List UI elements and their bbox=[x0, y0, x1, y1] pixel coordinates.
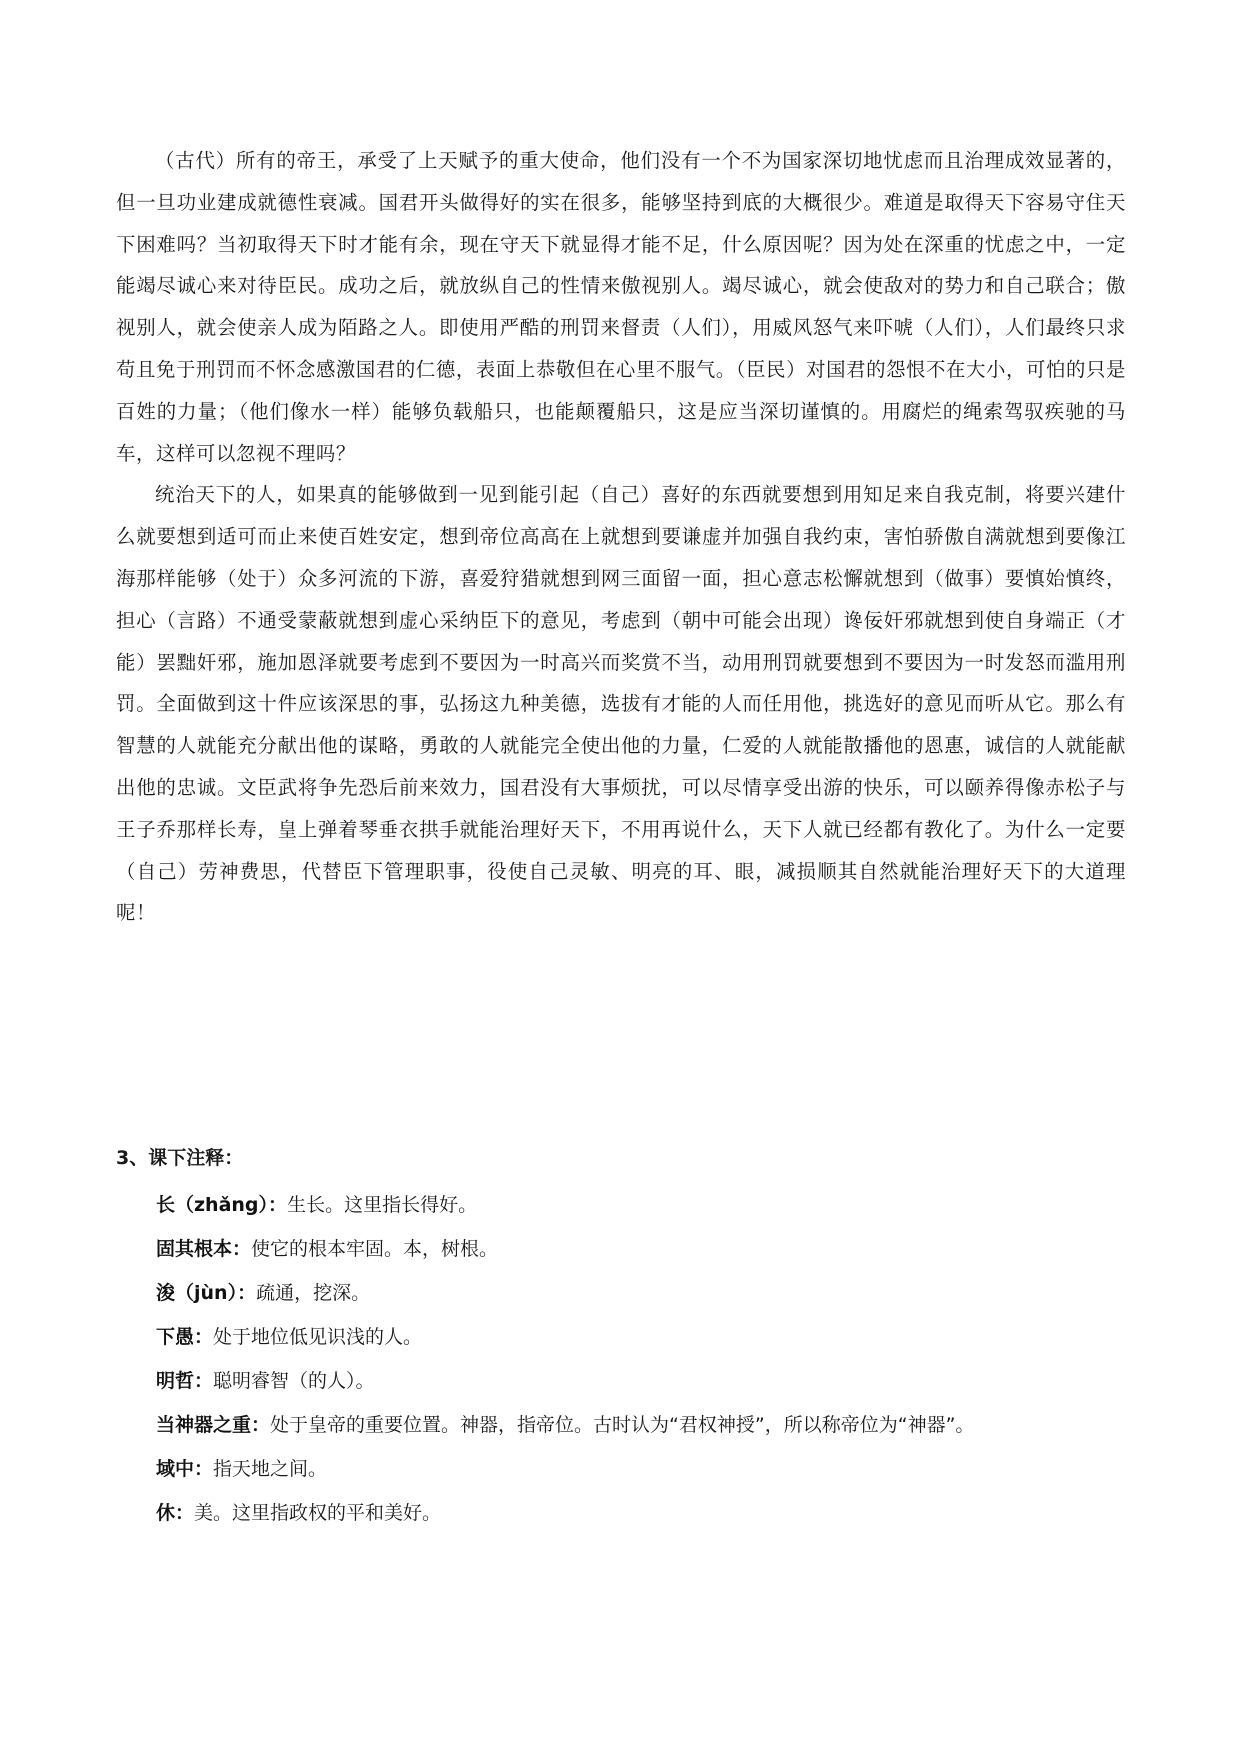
note-term: 长（zhǎng） bbox=[156, 1194, 269, 1216]
note-item bbox=[156, 1234, 1116, 1278]
note-definition: 使它的根本牢固。本，树根。 bbox=[251, 1238, 499, 1260]
note-definition: 美。这里指政权的平和美好。 bbox=[194, 1502, 442, 1524]
note-term: 下愚 bbox=[156, 1326, 195, 1348]
note-definition: 生长。这里指长得好。 bbox=[287, 1194, 478, 1216]
note-term: 固其根本 bbox=[156, 1238, 233, 1260]
note-separator: ： bbox=[237, 1282, 257, 1304]
note-definition: 处于皇帝的重要位置。神器，指帝位。古时认为“君权神授”，所以称帝位为“神器”。 bbox=[270, 1414, 975, 1436]
note-separator: ： bbox=[194, 1326, 214, 1348]
note-item bbox=[156, 1190, 1116, 1234]
note-separator: ： bbox=[232, 1238, 252, 1260]
note-term: 明哲 bbox=[156, 1370, 195, 1392]
note-term: 当神器之重 bbox=[156, 1414, 252, 1436]
note-definition: 聪明睿智（的人）。 bbox=[213, 1370, 375, 1392]
notes-list bbox=[156, 1190, 1116, 1542]
note-item bbox=[156, 1410, 1116, 1454]
note-definition: 疏通，挖深。 bbox=[256, 1282, 371, 1304]
note-term: 浚（jùn） bbox=[156, 1282, 238, 1304]
note-separator: ： bbox=[194, 1458, 214, 1480]
translation-body bbox=[116, 140, 1126, 934]
note-item bbox=[156, 1322, 1116, 1366]
note-item bbox=[156, 1454, 1116, 1498]
translation-paragraph-2: 统治天下的人，如果真的能够做到一见到能引起（自己）喜好的东西就要想到用知足来自我克制，将要兴建什么就要想到适可而止来使百姓安定，想到帝位高高在上就想到要谦虚并加强自我约束，害怕骄傲自满就想到要像江海那样能够（处于）众多河流的下游，喜爱狩猎就想到网三面留一面，担心意志松懈就想到（做事）要慎始慎终，担心（言路）不通受蒙蔽就想到虚心采纳臣下的意见，考虑到（朝中可能会出现）谗佞奸邪就想到使自身端正（才能）罢黜奸邪，施加恩泽就要考虑到不要因为一时高兴而奖赏不当，动用刑罚就要想到不要因为一时发怒而滥用刑罚。全面做到这十件应该深思的事，弘扬这九种美德，选拔有才能的人而任用他，挑选好的意见而听从它。那么有智慧的人就能充分献出他的谋略，勇敢的人就能完全使出他的力量，仁爱的人就能散播他的恩惠，诚信的人就能献出他的忠诚。文臣武将争先恐后前来效力，国君没有大事烦扰，可以尽情享受出游的快乐，可以颐养得像赤松子与王子乔那样长寿，皇上弹着琴垂衣拱手就能治理好天下，不用再说什么，天下人就已经都有教化了。为什么一定要（自己）劳神费思，代替臣下管理职事，役使自己灵敏、明亮的耳、眼，减损顺其自然就能治理好天下的大道理呢！ bbox=[116, 483, 1126, 925]
note-separator: ： bbox=[251, 1414, 271, 1436]
note-item bbox=[156, 1278, 1116, 1322]
note-term: 域中 bbox=[156, 1458, 195, 1480]
note-item bbox=[156, 1498, 1116, 1542]
note-definition: 处于地位低见识浅的人。 bbox=[213, 1326, 423, 1348]
translation-paragraph-1: （古代）所有的帝王，承受了上天赋予的重大使命，他们没有一个不为国家深切地忧虑而且治理成效显著的，但一旦功业建成就德性衰减。国君开头做得好的实在很多，能够坚持到底的大概很少。难道是取得天下容易守住天下困难吗？当初取得天下时才能有余，现在守天下就显得才能不足，什么原因呢？因为处在深重的忧虑之中，一定能竭尽诚心来对待臣民。成功之后，就放纵自己的性情来傲视别人。竭尽诚心，就会使敌对的势力和自己联合；傲视别人，就会使亲人成为陌路之人。即使用严酷的刑罚来督责（人们），用威风怒气来吓唬（人们），人们最终只求苟且免于刑罚而不怀念感激国君的仁德，表面上恭敬但在心里不服气。（臣民）对国君的怨恨不在大小，可怕的只是百姓的力量；（他们像水一样）能够负载船只，也能颠覆船只，这是应当深切谨慎的。用腐烂的绳索驾驭疾驰的马车，这样可以忽视不理吗？ bbox=[116, 149, 1126, 465]
note-separator: ： bbox=[175, 1502, 195, 1524]
note-definition: 指天地之间。 bbox=[213, 1458, 328, 1480]
note-item bbox=[156, 1366, 1116, 1410]
notes-heading: 3、课下注释： bbox=[116, 1147, 244, 1169]
note-term: 休 bbox=[156, 1502, 176, 1524]
note-separator: ： bbox=[268, 1194, 288, 1216]
note-separator: ： bbox=[194, 1370, 214, 1392]
